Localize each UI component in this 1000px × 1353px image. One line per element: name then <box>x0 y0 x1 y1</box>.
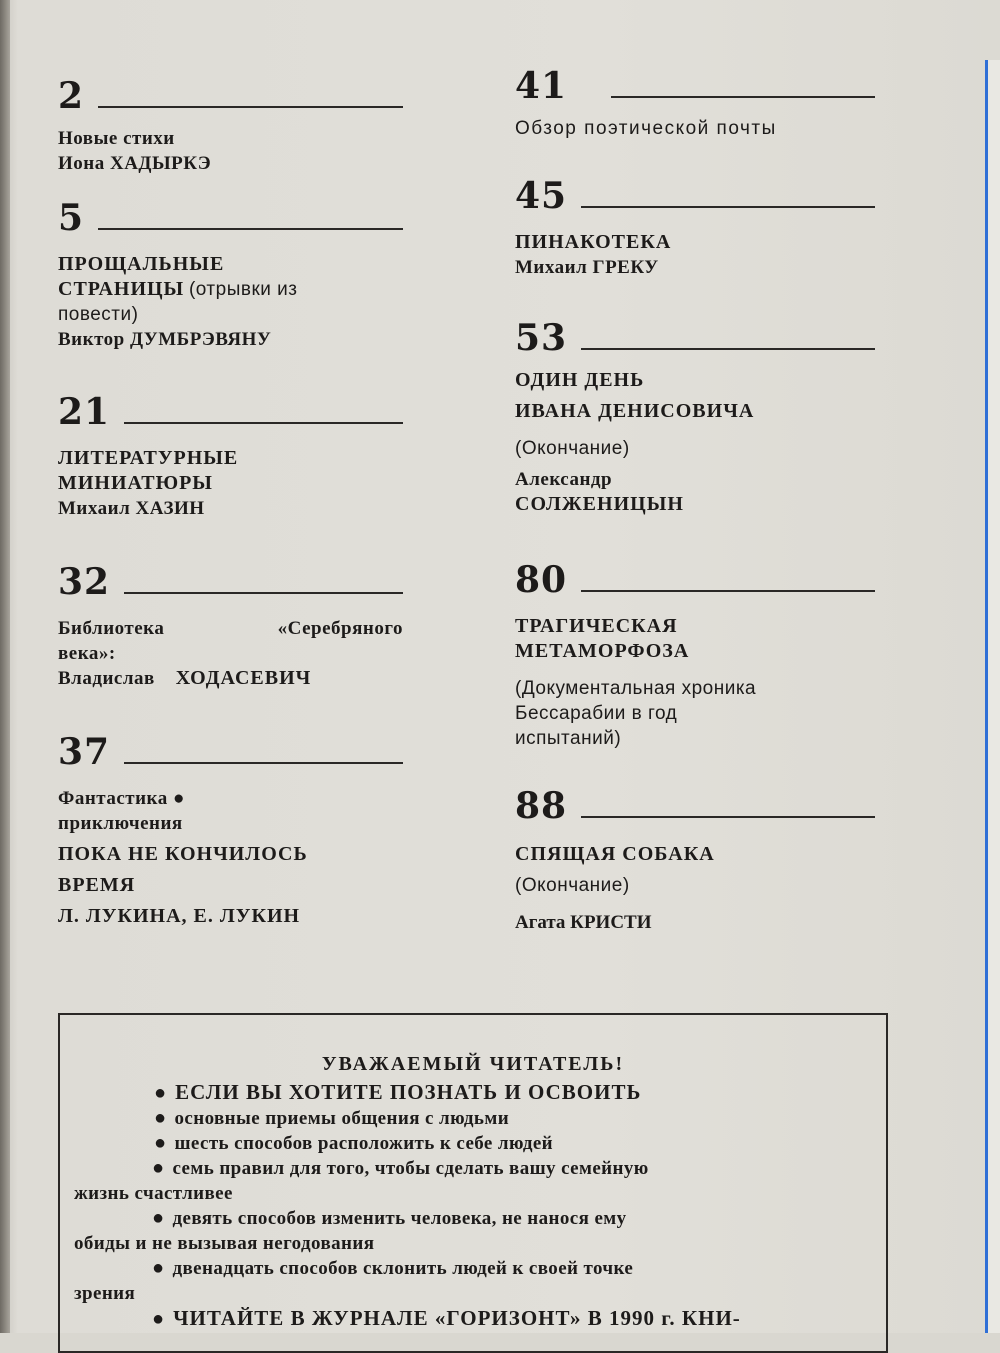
entry-line: Библиотека <box>58 618 165 639</box>
page-number: 2 <box>58 75 85 117</box>
entry-title: ПРОЩАЛЬНЫЕ <box>58 253 225 275</box>
page-number: 41 <box>515 65 568 107</box>
notice-item-continued: жизнь счастливее <box>74 1183 233 1204</box>
entry-title: ИВАНА ДЕНИСОВИЧА <box>515 400 755 422</box>
notice-item: ЧИТАЙТЕ В ЖУРНАЛЕ «ГОРИЗОНТ» В 1990 г. КНИ- <box>173 1306 741 1330</box>
notice-item-continued: обиды и не вызывая негодования <box>74 1233 375 1254</box>
notice-item: семь правил для того, чтобы сделать вашу семейную <box>172 1158 649 1179</box>
notice-title: УВАЖАЕМЫЙ ЧИТАТЕЛЬ! <box>321 1053 625 1075</box>
page-number: 45 <box>515 175 568 217</box>
leader-rule <box>581 590 875 592</box>
page-number: 21 <box>58 391 111 433</box>
entry-note: (Документальная хроника <box>515 678 757 699</box>
entry-title: ВРЕМЯ <box>58 874 136 896</box>
entry-line: приключения <box>58 813 183 834</box>
page-number: 32 <box>58 561 111 603</box>
entry-title: ТРАГИЧЕСКАЯ <box>515 615 678 637</box>
entry-author: Агата КРИСТИ <box>515 912 652 933</box>
contents-entry <box>515 170 875 280</box>
bullet-icon: ● <box>152 1308 166 1330</box>
entry-note: (отрывки из <box>188 279 298 300</box>
leader-rule <box>581 206 875 208</box>
entry-line: Обзор поэтической почты <box>515 118 777 139</box>
page-spine <box>0 0 10 1333</box>
leader-rule <box>611 96 875 98</box>
leader-rule <box>124 762 403 764</box>
contents-entry <box>515 780 875 935</box>
bullet-icon: ● <box>152 1207 165 1229</box>
leader-rule <box>581 348 875 350</box>
entry-author-last: ХОДАСЕВИЧ <box>175 667 312 689</box>
entry-title: ОДИН ДЕНЬ <box>515 369 645 391</box>
entry-note: (Окончание) <box>515 875 630 896</box>
contents-entry <box>58 192 403 352</box>
entry-line: «Серебряного <box>277 618 403 639</box>
contents-entry <box>58 556 403 691</box>
entry-author: Иона ХАДЫРКЭ <box>58 153 212 174</box>
bullet-icon: ● <box>154 1132 167 1154</box>
leader-rule <box>124 422 403 424</box>
adjacent-page-edge <box>985 60 1000 1333</box>
notice-item: девять способов изменить человека, не нанося ему <box>172 1208 627 1229</box>
entry-author-first: Владислав <box>58 668 155 689</box>
bullet-icon: ● <box>152 1257 165 1279</box>
contents-entry <box>515 60 875 141</box>
entry-author: Михаил ХАЗИН <box>58 498 205 519</box>
notice-item: ЕСЛИ ВЫ ХОТИТЕ ПОЗНАТЬ И ОСВОИТЬ <box>175 1080 642 1104</box>
entry-author-first: Александр <box>515 469 613 490</box>
entry-line: века»: <box>58 643 116 664</box>
bullet-icon: ● <box>152 1157 165 1179</box>
entry-note: (Окончание) <box>515 438 630 459</box>
entry-title: МЕТАМОРФОЗА <box>515 640 690 662</box>
page-number: 53 <box>515 317 568 359</box>
leader-rule <box>98 106 403 108</box>
notice-item: двенадцать способов склонить людей к своей точке <box>172 1258 634 1279</box>
entry-author-last: СОЛЖЕНИЦЫН <box>515 493 684 515</box>
entry-note: Бессарабии в год <box>515 703 678 724</box>
leader-rule <box>98 228 403 230</box>
entry-note: повести) <box>58 304 139 325</box>
contents-entry <box>58 70 403 176</box>
page-number: 5 <box>58 197 85 239</box>
bullet-icon: ● <box>154 1082 168 1104</box>
entry-author: Виктор ДУМБРЭВЯНУ <box>58 329 272 350</box>
page-number: 88 <box>515 785 568 827</box>
contents-entry <box>515 312 875 517</box>
bullet-icon: ● <box>172 788 185 809</box>
leader-rule <box>124 592 403 594</box>
entry-title: СПЯЩАЯ СОБАКА <box>515 843 715 865</box>
entry-line: Новые стихи <box>58 128 175 149</box>
contents-entry <box>58 726 403 929</box>
notice-item: шесть способов расположить к себе людей <box>174 1133 554 1154</box>
entry-title: ПОКА НЕ КОНЧИЛОСЬ <box>58 843 308 865</box>
entry-title: СТРАНИЦЫ <box>58 278 185 300</box>
leader-rule <box>581 816 875 818</box>
reader-notice-box <box>58 1013 888 1353</box>
entry-author: Михаил ГРЕКУ <box>515 257 659 278</box>
contents-entry <box>515 554 875 751</box>
entry-title: ПИНАКОТЕКА <box>515 231 672 253</box>
entry-title: МИНИАТЮРЫ <box>58 472 213 494</box>
page-number: 80 <box>515 559 568 601</box>
contents-entry <box>58 386 403 521</box>
entry-note: испытаний) <box>515 728 622 749</box>
entry-title: ЛИТЕРАТУРНЫЕ <box>58 447 239 469</box>
bullet-icon: ● <box>154 1107 167 1129</box>
notice-item-continued: зрения <box>74 1283 136 1304</box>
page-number: 37 <box>58 731 111 773</box>
entry-line: Фантастика <box>58 788 168 809</box>
notice-item: основные приемы общения с людьми <box>174 1108 510 1129</box>
entry-author: Л. ЛУКИНА, Е. ЛУКИН <box>58 905 301 927</box>
